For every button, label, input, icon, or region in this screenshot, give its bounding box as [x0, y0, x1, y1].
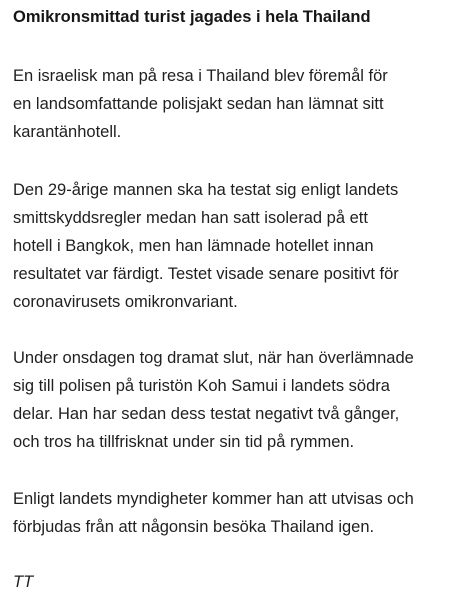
paragraph-line: coronavirusets omikronvariant. [13, 293, 238, 311]
paragraph-line: förbjudas från att någonsin besöka Thailand igen. [13, 518, 375, 536]
paragraph-line: sig till polisen på turistön Koh Samui i landets södra [13, 377, 390, 395]
article-byline: TT [13, 573, 34, 591]
paragraph-line: Enligt landets myndigheter kommer han att utvisas och [13, 490, 414, 508]
paragraph-line: resultatet var färdigt. Testet visade senare positivt för [13, 265, 399, 283]
article-paragraph-4 [13, 485, 414, 541]
paragraph-line: delar. Han har sedan dess testat negativt två gånger, [13, 405, 400, 423]
article-headline: Omikronsmittad turist jagades i hela Thailand [13, 8, 371, 26]
paragraph-line: smittskyddsregler medan han satt isolerad på ett [13, 209, 368, 227]
article-paragraph-2 [13, 176, 399, 316]
article-paragraph-1 [13, 62, 388, 146]
article-paragraph-3 [13, 344, 414, 456]
paragraph-line: karantänhotell. [13, 123, 122, 141]
paragraph-line: hotell i Bangkok, men han lämnade hotellet innan [13, 237, 374, 255]
paragraph-line: En israelisk man på resa i Thailand blev föremål för [13, 67, 388, 85]
paragraph-line: Den 29-årige mannen ska ha testat sig enligt landets [13, 181, 399, 199]
paragraph-line: Under onsdagen tog dramat slut, när han överlämnade [13, 349, 414, 367]
paragraph-line: en landsomfattande polisjakt sedan han lämnat sitt [13, 95, 384, 113]
paragraph-line: och tros ha tillfrisknat under sin tid på rymmen. [13, 433, 355, 451]
